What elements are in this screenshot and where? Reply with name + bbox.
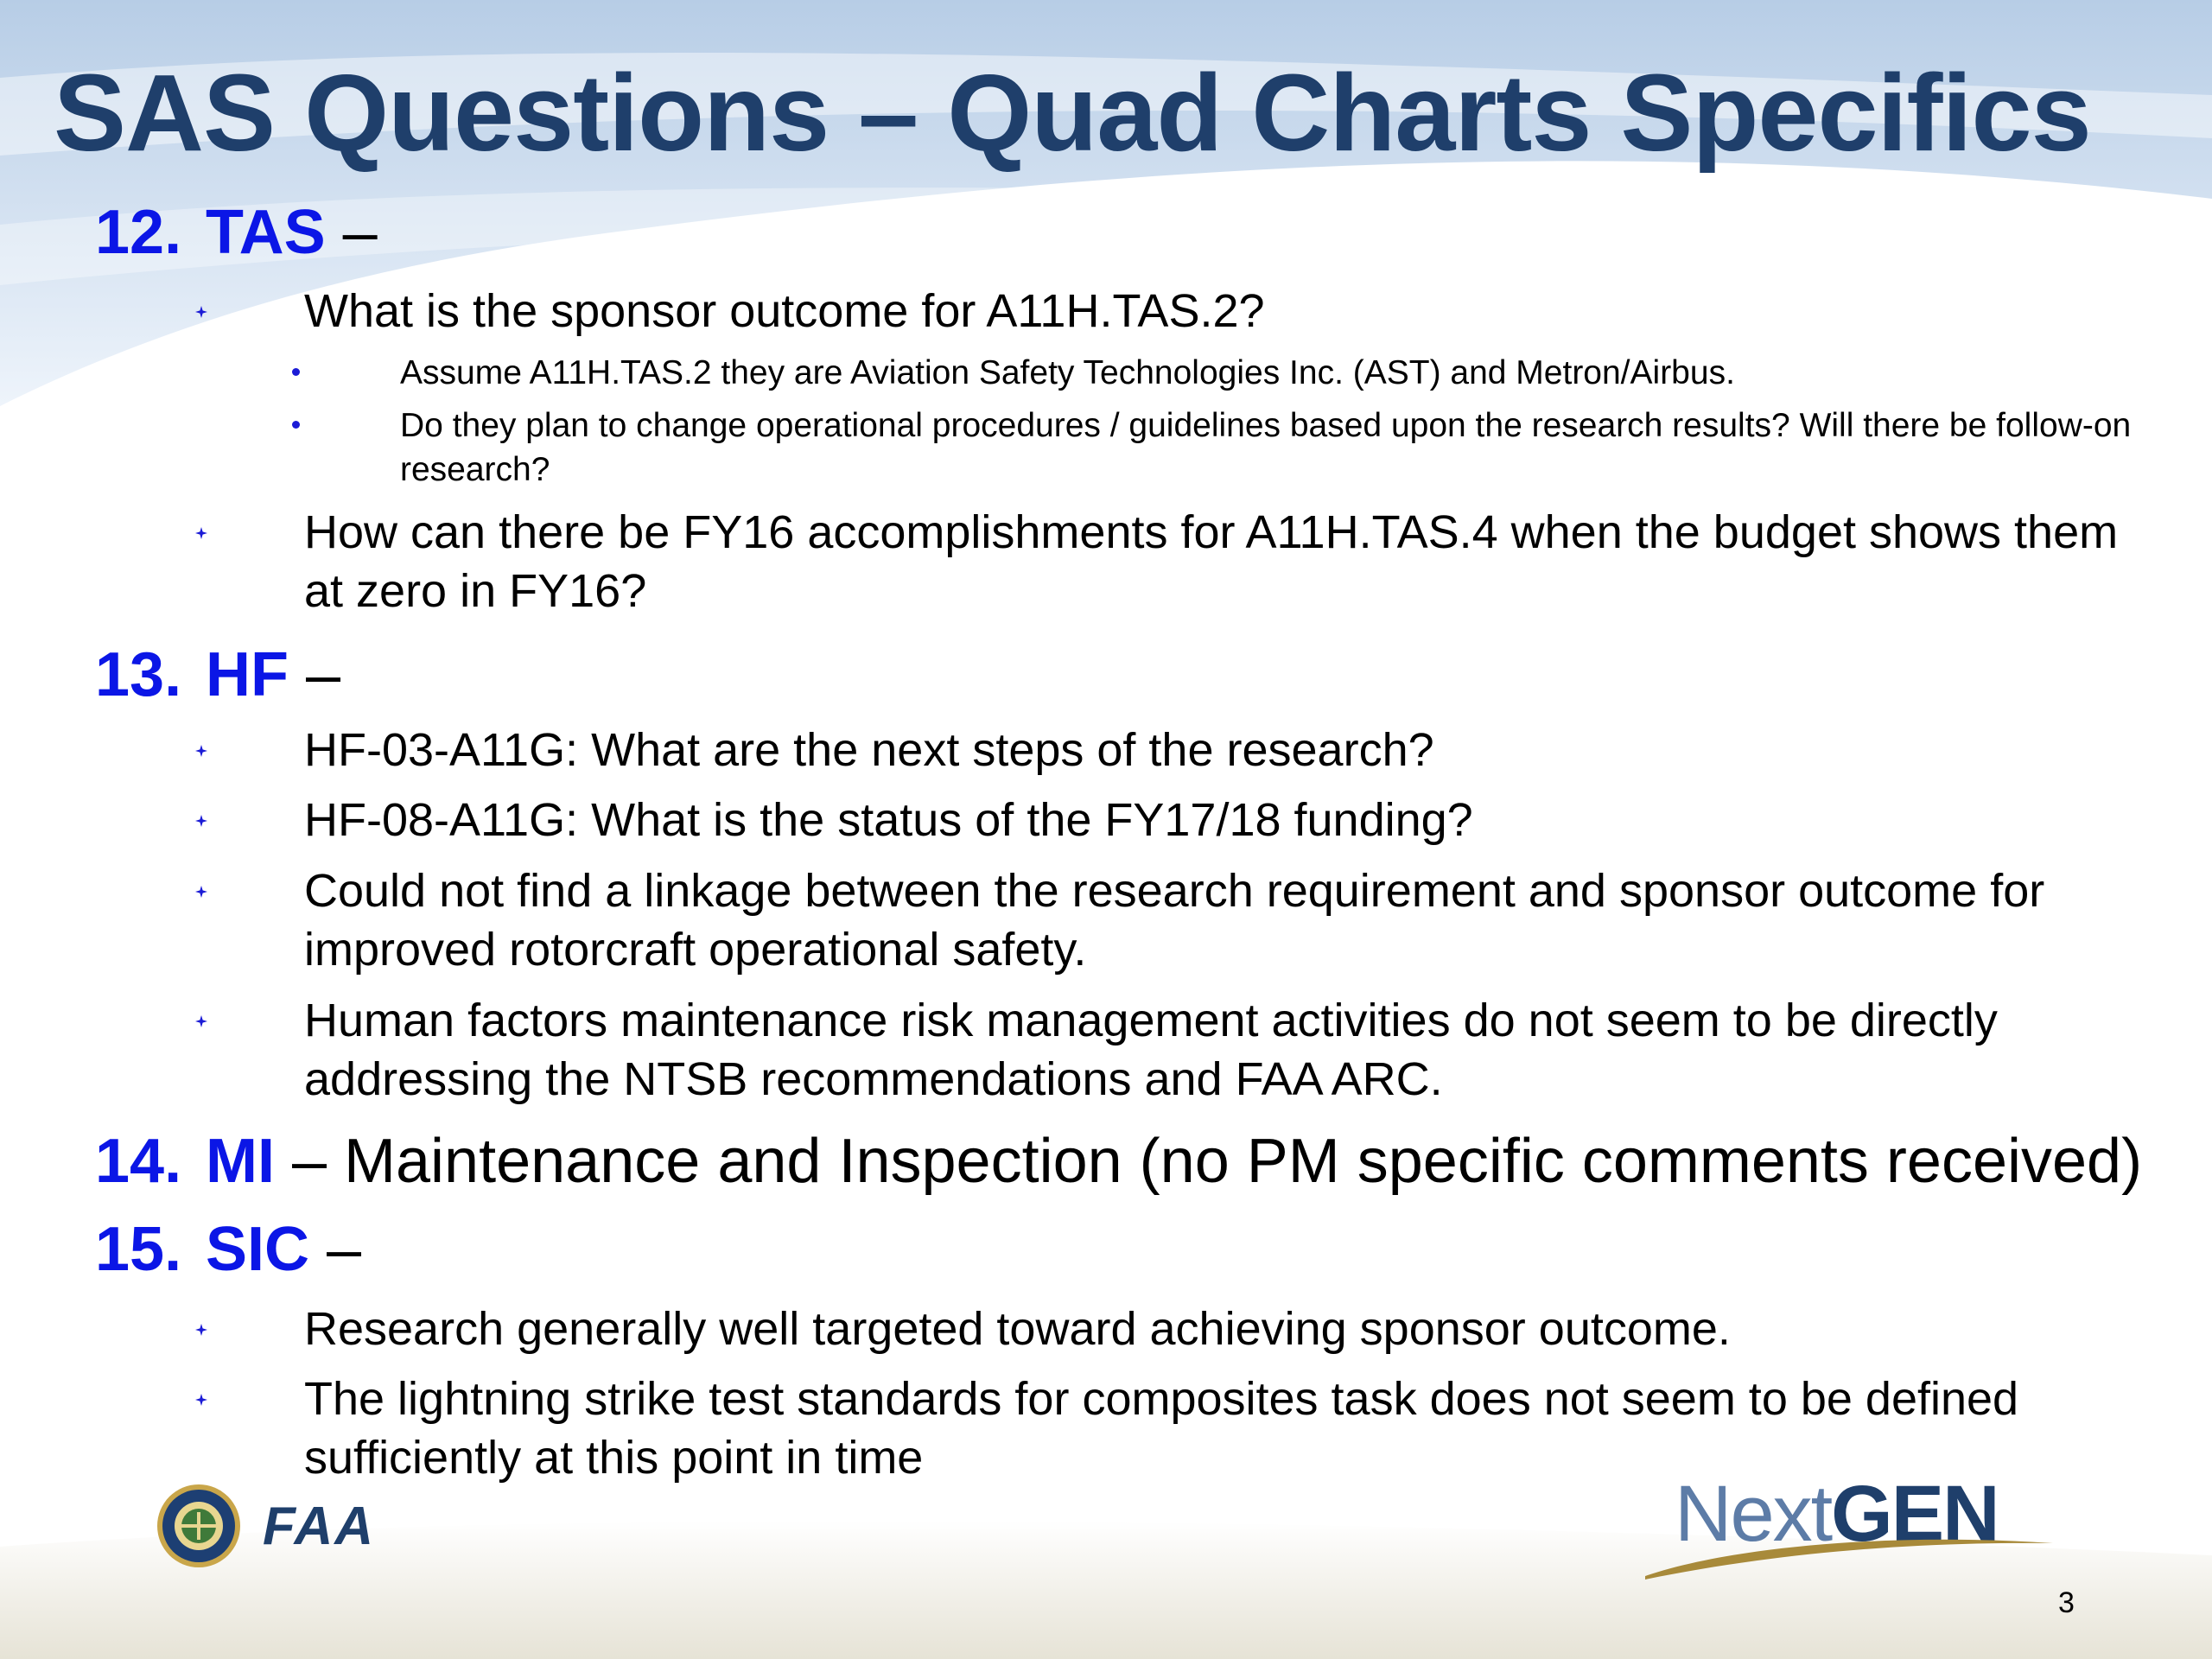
section-description: –	[288, 640, 341, 709]
slide-title: SAS Questions – Quad Charts Specifics	[54, 52, 2091, 174]
four-point-star-icon	[195, 745, 207, 757]
four-point-star-icon	[195, 1015, 207, 1027]
bullet-text: Human factors maintenance risk management activities do not seem to be directly addressing the NTSB recommendations and FAA ARC.	[304, 995, 1998, 1105]
section-abbreviation: MI	[206, 1127, 275, 1196]
page-number: 3	[2058, 1586, 2075, 1619]
section-description: – Maintenance and Inspection (no PM specific comments received)	[274, 1127, 2143, 1196]
nextgen-next-text: Next	[1675, 1470, 1832, 1558]
section-heading	[95, 639, 340, 710]
section-number: 13.	[95, 640, 182, 709]
four-point-star-icon	[195, 1394, 207, 1406]
bullet-text: Research generally well targeted toward achieving sponsor outcome.	[304, 1303, 1731, 1355]
section-heading	[95, 197, 378, 268]
nextgen-gen-text: GEN	[1831, 1470, 1999, 1558]
bullet-text: The lightning strike test standards for composites task does not seem to be defined sufficiently at this point in time	[304, 1373, 2019, 1484]
faa-logo	[156, 1483, 375, 1569]
four-point-star-icon	[195, 886, 207, 898]
four-point-star-icon	[195, 306, 207, 318]
bullet-text: What is the sponsor outcome for A11H.TAS.2?	[304, 285, 1265, 337]
dot-icon	[292, 421, 300, 429]
section-abbreviation: HF	[206, 640, 289, 709]
section-description: –	[325, 198, 378, 267]
bullet-text: How can there be FY16 accomplishments for A11H.TAS.4 when the budget shows them at zero in FY16?	[304, 506, 2119, 617]
section-heading	[95, 1126, 2142, 1197]
dot-icon	[292, 368, 300, 376]
four-point-star-icon	[195, 815, 207, 827]
section-number: 14.	[95, 1127, 182, 1196]
bullet-text: HF-08-A11G: What is the status of the FY17/18 funding?	[304, 794, 1473, 846]
faa-seal-icon	[156, 1483, 242, 1569]
bullet-text: Could not find a linkage between the research requirement and sponsor outcome for improved rotorcraft operational safety.	[304, 865, 2045, 976]
section-number: 12.	[95, 198, 182, 267]
four-point-star-icon	[195, 527, 207, 539]
section-abbreviation: SIC	[206, 1215, 310, 1284]
sub-bullet-text: Assume A11H.TAS.2 they are Aviation Safety Technologies Inc. (AST) and Metron/Airbus.	[400, 354, 1735, 391]
section-description: –	[309, 1215, 362, 1284]
section-number: 15.	[95, 1215, 182, 1284]
bullet-text: HF-03-A11G: What are the next steps of the research?	[304, 724, 1434, 776]
section-abbreviation: TAS	[206, 198, 326, 267]
four-point-star-icon	[195, 1324, 207, 1336]
section-heading	[95, 1214, 361, 1285]
faa-label: FAA	[263, 1496, 375, 1556]
nextgen-logo	[1642, 1469, 2056, 1581]
nextgen-swoosh-icon	[1642, 1529, 2056, 1581]
sub-bullet-text: Do they plan to change operational procedures / guidelines based upon the research results? Will there be follow-on research?	[400, 407, 2132, 488]
